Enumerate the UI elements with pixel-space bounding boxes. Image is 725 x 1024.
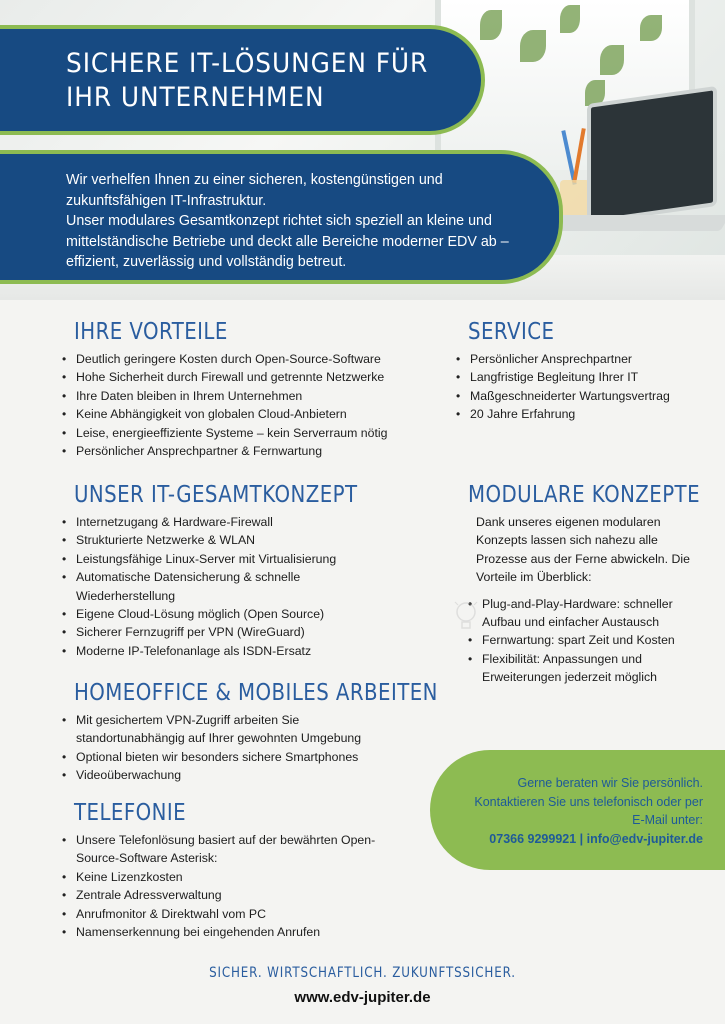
section-heading: SERVICE	[468, 319, 555, 345]
list-item: • Zentrale Adressverwaltung	[62, 886, 392, 904]
intro-paragraph-2: Unser modulares Gesamtkonzept richtet sich speziell an kleine und mittelständische Betriebe und deckt alle Bereiche moderner EDV ab – effizient, zuverlässig und vollständig betreut.	[66, 213, 509, 270]
gesamtkonzept-list	[62, 513, 374, 660]
list-item: • Flexibilität: Anpassungen und Erweiterungen jederzeit möglich	[468, 650, 698, 687]
list-item: • Persönlicher Ansprechpartner & Fernwartung	[62, 442, 434, 460]
intro-paragraph-1: Wir verhelfen Ihnen zu einer sicheren, kostengünstigen und zukunftsfähigen IT-Infrastruktur.	[66, 172, 443, 209]
laptop-decoration	[587, 86, 717, 224]
title-line-1: SICHERE IT-LÖSUNGEN FÜR	[66, 48, 429, 79]
modulare-intro: Dank unseres eigenen modularen Konzepts lassen sich nahezu alle Prozesse aus der Ferne abwickeln. Die Vorteile im Überblick:	[476, 515, 690, 585]
cup-decoration	[560, 180, 590, 220]
plant-leaf	[640, 15, 662, 41]
list-item: • Keine Abhängigkeit von globalen Cloud-Anbietern	[62, 405, 434, 423]
list-item: • Deutlich geringere Kosten durch Open-Source-Software	[62, 350, 434, 368]
list-item: • Plug-and-Play-Hardware: schneller Aufbau und einfacher Austausch	[468, 595, 698, 632]
section-gesamtkonzept	[74, 481, 374, 660]
slogan-text: SICHER. WIRTSCHAFTLICH. ZUKUNFTSSICHER.	[209, 965, 516, 981]
title-line-2: IHR UNTERNEHMEN	[66, 82, 325, 113]
contact-line-3: E-Mail unter:	[632, 813, 703, 827]
section-heading: MODULARE KONZEPTE	[468, 482, 700, 508]
footer-website[interactable]: www.edv-jupiter.de	[294, 989, 431, 1006]
section-telefonie	[74, 799, 414, 941]
section-modulare	[468, 481, 698, 687]
intro-banner	[0, 150, 563, 284]
plant-leaf	[560, 5, 580, 33]
plant-leaf	[520, 30, 546, 62]
list-item: • Fernwartung: spart Zeit und Kosten	[468, 631, 698, 649]
page-title	[66, 47, 448, 115]
section-heading: IHRE VORTEILE	[74, 319, 228, 345]
list-item: • Optional bieten wir besonders sichere Smartphones	[62, 748, 392, 766]
section-vorteile	[74, 318, 434, 460]
list-item: • Mit gesichertem VPN-Zugriff arbeiten Sie standortunabhängig auf Ihrer gewohnten Umgebung	[62, 711, 392, 748]
section-homeoffice	[74, 679, 444, 785]
vorteile-list	[62, 350, 434, 460]
telefonie-list	[62, 831, 392, 941]
list-item: • Hohe Sicherheit durch Firewall und getrennte Netzwerke	[62, 368, 434, 386]
list-item: • Leistungsfähige Linux-Server mit Virtualisierung	[62, 550, 374, 568]
footer-slogan	[0, 965, 725, 981]
plant-leaf	[480, 10, 502, 40]
section-heading: UNSER IT-GESAMTKONZEPT	[74, 482, 358, 508]
list-item: • Sicherer Fernzugriff per VPN (WireGuard)	[62, 623, 374, 641]
title-banner	[0, 25, 485, 135]
list-item: • Eigene Cloud-Lösung möglich (Open Source)	[62, 605, 374, 623]
list-item: • Unsere Telefonlösung basiert auf der bewährten Open-Source-Software Asterisk:	[62, 831, 392, 868]
homeoffice-list	[62, 711, 392, 785]
section-heading: TELEFONIE	[74, 800, 187, 826]
list-item: • Keine Lizenzkosten	[62, 868, 392, 886]
list-item: • Anrufmonitor & Direktwahl vom PC	[62, 905, 392, 923]
section-service	[468, 318, 708, 424]
list-item: • Langfristige Begleitung Ihrer IT	[456, 368, 708, 386]
list-item: • Maßgeschneiderter Wartungsvertrag	[456, 387, 708, 405]
list-item: • Ihre Daten bleiben in Ihrem Unternehmen	[62, 387, 434, 405]
contact-line-2: Kontaktieren Sie uns telefonisch oder per	[474, 794, 703, 809]
modulare-list	[468, 595, 698, 687]
plant-leaf	[600, 45, 624, 75]
contact-phone-email[interactable]: 07366 9299921 | info@edv-jupiter.de	[489, 831, 703, 846]
list-item: • Moderne IP-Telefonanlage als ISDN-Ersatz	[62, 642, 374, 660]
list-item: • 20 Jahre Erfahrung	[456, 405, 708, 423]
contact-box	[430, 750, 725, 870]
section-heading: HOMEOFFICE & MOBILES ARBEITEN	[74, 680, 438, 706]
list-item: • Persönlicher Ansprechpartner	[456, 350, 708, 368]
list-item: • Strukturierte Netzwerke & WLAN	[62, 531, 374, 549]
list-item: • Leise, energieeffiziente Systeme – kein Serverraum nötig	[62, 424, 434, 442]
lightbulb-icon	[453, 598, 479, 638]
service-list	[456, 350, 708, 424]
list-item: • Internetzugang & Hardware-Firewall	[62, 513, 374, 531]
list-item: • Namenserkennung bei eingehenden Anrufen	[62, 923, 392, 941]
contact-line-1: Gerne beraten wir Sie persönlich.	[517, 776, 703, 790]
list-item: • Automatische Datensicherung & schnelle Wiederherstellung	[62, 568, 374, 605]
list-item: • Videoüberwachung	[62, 766, 392, 784]
